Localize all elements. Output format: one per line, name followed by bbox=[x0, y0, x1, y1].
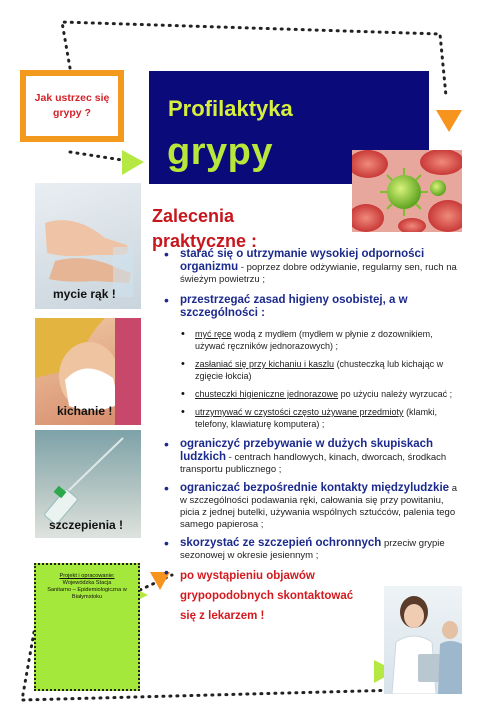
arrow-down-icon bbox=[436, 110, 462, 132]
author-box bbox=[34, 563, 140, 691]
virus-illustration bbox=[352, 150, 462, 232]
sub-list-item: • chusteczki higieniczne jednorazowe po użyciu należy wyrzucać ; bbox=[179, 388, 460, 400]
question-tag bbox=[20, 70, 124, 142]
title-line-2: grypy bbox=[167, 131, 273, 173]
virus-image bbox=[352, 150, 462, 232]
heading-line-2: praktyczne : bbox=[152, 231, 258, 251]
sub-list-item: • utrzymywać w czystości często używane przedmioty (klamki, telefony, klawiaturę komputera) ; bbox=[179, 406, 460, 430]
question-tag-text: Jak ustrzec się grypy ? bbox=[34, 92, 110, 119]
list-item: • ograniczać bezpośrednie kontakty międzyludzkie a w szczególności podawania ręki, całowania się przy powitaniu, picia z jednej butelki, używania wspólnych sztućców, palenia tego samego papierosa ; bbox=[164, 482, 460, 531]
doctor-image bbox=[384, 586, 462, 694]
caption-handwashing: mycie rąk ! bbox=[53, 287, 116, 301]
recommendations-list bbox=[164, 248, 460, 626]
photo-sneezing bbox=[35, 318, 141, 425]
arrow-right-icon bbox=[122, 150, 144, 175]
doctor-illustration bbox=[384, 586, 462, 694]
title-line-1: Profilaktyka bbox=[168, 96, 293, 121]
caption-sneezing: kichanie ! bbox=[57, 404, 113, 418]
photo-handwashing bbox=[35, 183, 141, 309]
author-text: Projekt i opracowanie: Wojewódzka Stacja Sanitarno – Epidemiologiczna w Białymstoku bbox=[47, 573, 127, 600]
list-item: • skorzystać ze szczepień ochronnych przeciw grypie sezonowej w okresie jesiennym ; bbox=[164, 537, 460, 562]
sub-list-item: • zasłaniać się przy kichaniu i kaszlu (chusteczką lub kichając w zgięcie łokcia) bbox=[179, 358, 460, 382]
heading-line-1: Zalecenia bbox=[152, 206, 235, 226]
photo-vaccination bbox=[35, 430, 141, 538]
caption-vaccination: szczepienia ! bbox=[49, 518, 124, 532]
list-item-doctor: • po wystąpieniu objawów grypopodobnych skontaktować się z lekarzem ! bbox=[164, 566, 380, 626]
list-item: • ograniczyć przebywanie w dużych skupiskach ludzkich - centrach handlowych, kinach, dworcach, środkach transportu publicznego ; bbox=[164, 438, 460, 476]
sub-list-item: • myć ręce wodą z mydłem (mydłem w płynie z dozownikiem, używać ręczników jednorazowych) ; bbox=[179, 328, 460, 352]
list-item: • starać się o utrzymanie wysokiej odporności organizmu - poprzez dobre odżywianie, regularny sen, ruch na świeżym powietrzu ; bbox=[164, 248, 460, 286]
list-item: • przestrzegać zasad higieny osobistej, a w szczególności : bbox=[164, 294, 460, 320]
